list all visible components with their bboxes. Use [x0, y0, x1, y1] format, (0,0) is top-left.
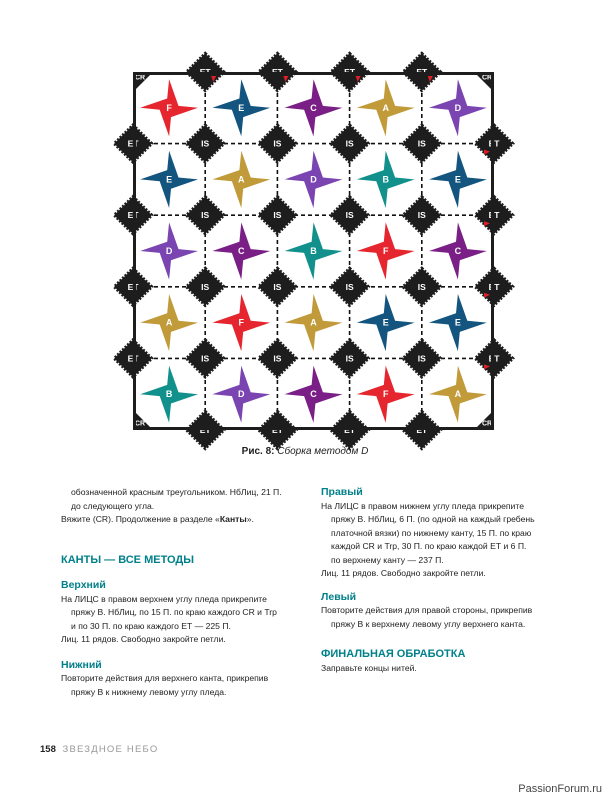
- star-block-label: D: [238, 389, 245, 400]
- star-block-label: F: [166, 102, 172, 113]
- section-heading-borders: КАНТЫ — ВСЕ МЕТОДЫ: [61, 553, 195, 566]
- text-line: по верхнему канту — 237 П.: [331, 554, 444, 565]
- edge-triangle-label: ET: [127, 210, 139, 221]
- star-block-label: C: [454, 246, 462, 256]
- edge-triangle-label: ET: [199, 425, 211, 435]
- edge-triangle-label: ET: [199, 67, 211, 77]
- text-line: Лиц. 11 рядов. Свободно закройте петли.: [321, 568, 486, 578]
- left-column: [61, 486, 299, 699]
- subheading-left: Левый: [321, 590, 357, 603]
- running-title: ЗВЕЗДНОЕ НЕБО: [62, 744, 159, 755]
- star-block-label: A: [310, 317, 317, 328]
- text-line: пряжу В. НбЛиц, 6 П. (по одной на каждый гребень: [331, 514, 535, 524]
- text-line: На ЛИЦС в правом нижнем углу пледа прикрепите: [321, 500, 524, 511]
- inner-square-label: IS: [345, 210, 354, 221]
- caption-label: Рис. 8:: [241, 446, 275, 457]
- inner-square-label: IS: [417, 210, 426, 221]
- inner-square-label: IS: [201, 353, 210, 364]
- edge-triangle-label: ET: [271, 67, 283, 77]
- text-line: Повторите действия для верхнего канта, прикрепив: [61, 673, 269, 683]
- text-line: Вяжите (CR). Продолжение в разделе «Канты».: [61, 514, 254, 524]
- star-block-label: B: [382, 174, 389, 185]
- corner-label: CR: [134, 74, 146, 82]
- edge-triangle-label: ET: [488, 281, 500, 292]
- right-column: [321, 486, 561, 675]
- star-block-label: D: [310, 174, 317, 185]
- star-block-label: D: [165, 246, 173, 256]
- page-number: 158: [40, 744, 56, 755]
- inner-square-label: IS: [201, 138, 210, 149]
- edge-triangle-label: ET: [488, 353, 500, 364]
- edge-triangle-label: ET: [488, 210, 500, 221]
- subheading-bottom: Нижний: [61, 658, 102, 671]
- inner-square-label: IS: [201, 281, 210, 292]
- text-line: платочной вязки) по нижнему канту, 15 П. по краю: [331, 527, 532, 538]
- star-block-label: E: [454, 317, 461, 328]
- inner-square-label: IS: [417, 353, 426, 364]
- inner-square-label: IS: [273, 138, 282, 149]
- inner-square-label: IS: [345, 281, 354, 292]
- star-block-label: E: [454, 174, 461, 185]
- inner-square-label: IS: [201, 210, 210, 221]
- watermark: PassionForum.ru: [518, 783, 602, 795]
- star-block-label: E: [166, 174, 173, 185]
- text-line: Заправьте концы нитей.: [321, 662, 417, 673]
- edge-triangle-label: ET: [127, 353, 139, 364]
- text-line: обозначенной красным треугольником. НбЛиц, 21 П.: [71, 487, 282, 497]
- inner-square-label: IS: [345, 353, 354, 364]
- inner-square-label: IS: [273, 281, 282, 292]
- corner-label: CR: [481, 420, 493, 428]
- edge-triangle-label: ET: [127, 138, 139, 149]
- caption-text: Сборка методом D: [277, 446, 369, 457]
- inner-square-label: IS: [273, 210, 282, 221]
- subheading-top: Верхний: [61, 579, 106, 591]
- inner-square-label: IS: [345, 138, 354, 149]
- star-block-label: F: [382, 246, 389, 256]
- corner-label: CR: [134, 420, 146, 428]
- text-line: до следующего угла.: [71, 500, 155, 511]
- section-heading-finishing: ФИНАЛЬНАЯ ОБРАБОТКА: [321, 648, 466, 660]
- edge-triangle-label: ET: [344, 425, 356, 435]
- edge-triangle-label: ET: [127, 281, 139, 292]
- star-block-label: B: [310, 246, 317, 256]
- star-block-label: E: [238, 102, 245, 113]
- text-line: пряжу В к нижнему левому углу пледа.: [71, 686, 227, 697]
- edge-triangle-label: ET: [271, 425, 283, 435]
- inner-square-label: IS: [417, 281, 426, 292]
- text-line: пряжу В к верхнему левому углу верхнего канта.: [331, 618, 526, 629]
- star-block-label: B: [165, 389, 173, 400]
- text-line: и по 30 П. по краю каждого ЕТ — 225 П.: [71, 620, 231, 631]
- inner-square-label: IS: [417, 138, 426, 149]
- edge-triangle-label: ET: [416, 67, 428, 77]
- star-block-label: C: [238, 246, 245, 256]
- star-block-label: F: [238, 317, 245, 328]
- blanket-diagram-svg: [127, 67, 500, 435]
- text-line: пряжу В. НбЛиц, по 15 П. по краю каждого CR и Trp: [71, 607, 277, 617]
- star-block-label: A: [165, 317, 173, 328]
- edge-triangle-label: ET: [344, 67, 356, 77]
- text-line: каждой CR и Trp, 30 П. по краю каждой ЕТ и 6 П.: [331, 541, 527, 551]
- star-block-label: F: [382, 389, 389, 400]
- star-block-label: A: [382, 102, 389, 113]
- text-line: Лиц. 11 рядов. Свободно закройте петли.: [61, 634, 226, 644]
- star-block-label: D: [454, 102, 462, 113]
- inner-square-label: IS: [273, 353, 282, 364]
- edge-triangle-label: ET: [488, 138, 500, 149]
- blanket-assembly-diagram: [127, 67, 500, 435]
- edge-triangle-label: ET: [416, 425, 428, 435]
- page-footer: [40, 744, 158, 755]
- text-line: Повторите действия для правой стороны, прикрепив: [321, 605, 533, 615]
- star-block-label: C: [310, 389, 317, 400]
- star-block-label: A: [238, 174, 245, 185]
- star-block-label: C: [310, 102, 317, 113]
- star-block-label: E: [382, 317, 389, 328]
- star-block-label: A: [454, 389, 462, 400]
- subheading-right: Правый: [321, 486, 363, 498]
- figure-caption: [0, 446, 610, 457]
- text-line: На ЛИЦС в правом верхнем углу пледа прикрепите: [61, 593, 267, 604]
- corner-label: CR: [481, 74, 493, 82]
